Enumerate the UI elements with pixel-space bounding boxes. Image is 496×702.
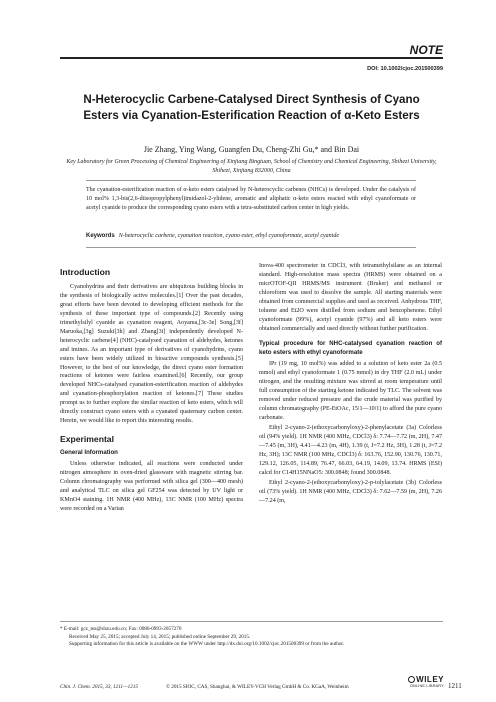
general-info-heading: General Information xyxy=(60,449,118,457)
title-line-2: Esters via Cyanation-Esterification Reaction of α-Keto Esters xyxy=(83,109,420,122)
abstract-bottom-rule xyxy=(86,247,416,248)
general-info-paragraph: Unless otherwise indicated, all reactions were conducted under nitrogen atmosphere in oven-dried glassware with magnetic stirring bar. Column chromatography was performed with silica gel (300—400 mesh) and analytical TLC on silica gel GF254 was detected by UV light or KMnO4 staining. 1H NMR (400 MHz), 13C NMR (100 MHz) spectra were recorded on a Varian xyxy=(60,461,243,512)
title-line-1: N-Heterocyclic Carbene-Catalysed Direct Synthesis of Cyano xyxy=(83,93,420,106)
page-number: 1211 xyxy=(448,682,462,690)
wiley-logo[interactable] xyxy=(400,675,444,691)
left-column xyxy=(60,268,243,514)
abstract: The cyanation-esterification reaction of α-keto esters catalysed by N-heterocyclic carbenes (NHCs) is developed. Under the catalysis of 10 mol% 1,3-bis(2,6-diisopropylphenyl)imidazol-2-ylidene, aromatic and aliphatic α-keto esters reacted with ethyl cyanoformate or acetyl cyanide to produce the corresponding cyano esters with a tetra-substituted carbon center in high yields. xyxy=(86,187,416,211)
affiliation: Key Laboratory for Green Processing of Chemical Engineering of Xinjiang Bingtuan, School of Chemistry and Chemical Engineering, Shihezi University, Shihezi, Xinjiang 832000, China xyxy=(66,159,437,174)
page-footer xyxy=(60,684,443,690)
received-dates: Received May 25, 2015; accepted July 14, 2015; published online September 29, 2015. xyxy=(69,633,251,640)
corresponding-email[interactable]: * E-mail: gcz_tea@shzu.edu.cn; Fax: 0086-0993-2057270 xyxy=(60,626,182,632)
experimental-heading: Experimental xyxy=(60,434,114,445)
header-rule xyxy=(60,57,443,59)
compound-3b-entry: Ethyl 2-cyano-2-(ethoxycarbonyloxy)-2-p-tolylacetate (3b) Colorless oil (73% yield). 1H NMR (400 MHz, CDCl3) δ: 7.62—7.59 (m, 2H), 7.26—7.24 (m, xyxy=(259,479,442,504)
right-column xyxy=(259,262,442,506)
copyright-notice: © 2015 SIOC, CAS, Shanghai, & WILEY-VCH Verlag GmbH & Co. KGaA, Weinheim xyxy=(166,684,349,690)
procedure-heading: Typical procedure for NHC-catalysed cyanation reaction of keto esters with ethyl cyanoformate xyxy=(259,339,442,356)
keywords-list: N-heterocyclic carbene, cyanation reaction, cyano ester, ethyl cyanoformate, acetyl cyanide xyxy=(118,233,339,239)
keywords-label: Keywords xyxy=(86,233,115,239)
wiley-emblem-icon xyxy=(408,676,415,683)
footnote-rule xyxy=(60,621,443,622)
intro-paragraph: Cyanohydrins and their derivatives are ubiquitous building blocks in the synthesis of biologically active molecules.[1] Over the past decades, great efforts have been devoted to developing efficient methods for the synthesis of these important type of compounds.[2] Recently using trimethylsilyl cyanide as cyanation reagent, Aoyama,[3c-3e] Song,[3f] Maruoka,[3g] Suzuki[3h] and Zhang[3i] independently developed N-heterocyclic carbene[4] (NHC)-catalysed cyanation of aldehydes, ketones and imines. As an important type of derivatives of cyanohydrins, cyano esters have been widely utilized in bioactive compounds synthesis.[5] However, to the best of our knowledge, the direct cyano ester formation reactions of ketones were fairless examined.[6] Recently, our group developed NHCs-catalysed cyanation-esterification reaction of aldehydes and cyanation-phosphorylation reaction of ketones.[7] These studies prompt us to further explore the similar reaction of keto esters, which will directly construct cyano esters with a cyanated quaternary carbon center. Herein, we would like to report this interesting results. xyxy=(60,283,243,425)
doi-link[interactable]: DOI: 10.1002/cjoc.201500399 xyxy=(367,66,443,72)
intro-heading: Introduction xyxy=(60,267,111,277)
author-list: Jie Zhang, Ying Wang, Guangfen Du, Cheng-Zhi Gu,* and Bin Dai xyxy=(143,145,360,154)
wiley-sub: ONLINE LIBRARY xyxy=(409,684,444,688)
footnotes xyxy=(60,626,443,649)
procedure-paragraph: IPr (19 mg, 10 mol%) was added to a solution of keto ester 2a (0.5 mmol) and ethyl cyanoformate 1 (0.75 mmol) in dry THF (2.0 mL) under nitrogen, and the resulting mixture was stirred at room temperature until full consumption of the starting ketone indicated by TLC. The solvent was removed under reduced pressure and the crude material was purified by column chromatography (PE-EtOAc, 15∶1—10∶1) to afford the pure cyano carbonate. xyxy=(259,361,442,422)
section-label: NOTE xyxy=(409,43,443,57)
journal-citation: Chin. J. Chem. 2015, 33, 1211—1215 xyxy=(60,684,139,690)
abstract-top-rule xyxy=(86,180,416,181)
supporting-info[interactable]: Supporting information for this article is available on the WWW under http://dx.doi.org/10.1002/cjoc.201500399 or from the author. xyxy=(69,641,345,647)
article-title xyxy=(60,92,443,124)
wiley-brand: WILEY xyxy=(400,675,444,684)
general-info-continued: Inova-400 spectrometer in CDCl3, with tetramethylsilane as an internal standard. High-resolution mass spectra (HRMS) were obtained on a micrOTOF-QII HRMS/MS instrument (Bruker) and methanol or chloroform was used to dissolve the sample. All starting materials were obtained from commercial supplies and used as received. Anhydrous THF, toluene and Et2O were distilled from sodium and benzophenone. Ethyl cyanoformate (99%), acetyl cyanide (97%) and all keto esters were obtained commercially and used directly without further purification. xyxy=(259,263,442,332)
keywords xyxy=(86,232,416,241)
compound-3a-entry: Ethyl 2-cyano-2-(ethoxycarbonyloxy)-2-phenylacetate (3a) Colorless oil (94% yield). 1H NMR (400 MHz, CDCl3) δ: 7.74—7.72 (m, 2H), 7.47—7.45 (m, 3H), 4.41—4.23 (m, 4H), 1.39 (t, J=7.2 Hz, 3H), 1.28 (t, J=7.2 Hz, 3H); 13C NMR (100 MHz, CDCl3) δ: 163.76, 152.90, 130.76, 130.71, 129.12, 126.05, 114.89, 76.47, 66.03, 64.19, 14.09, 13.74. HRMS (ESI) calcd for C14H15NNaO5: 300.0848; found 300.0848. xyxy=(259,425,442,476)
